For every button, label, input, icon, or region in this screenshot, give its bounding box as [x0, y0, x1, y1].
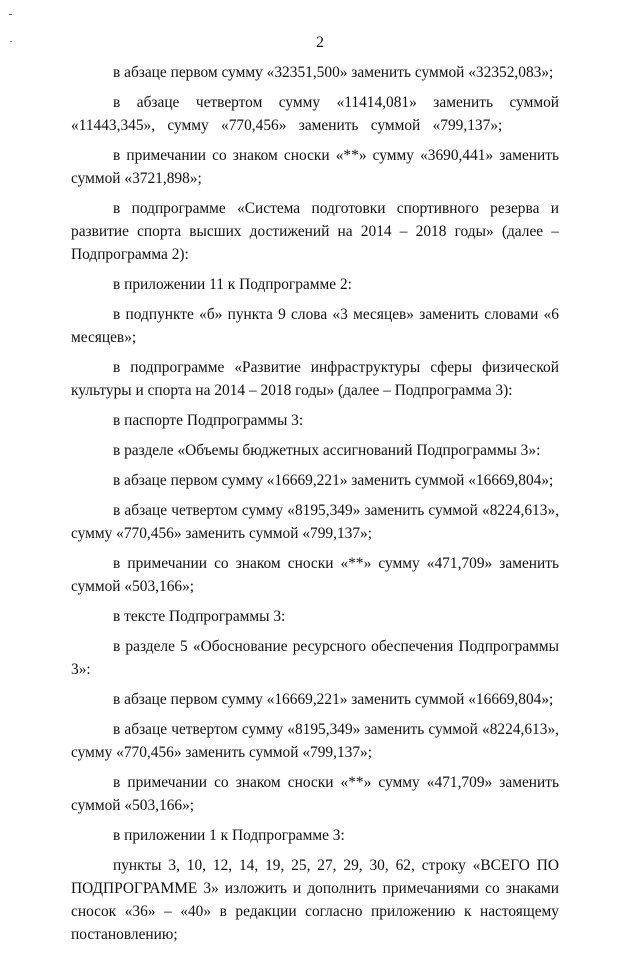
paragraph: в абзаце первом сумму «16669,221» заменить суммой «16669,804»;	[113, 472, 554, 489]
paragraph: в примечании со знаком сноски «**» сумму «471,709» заменить суммой «503,166»;	[71, 555, 559, 595]
paragraph: в абзаце четвертом сумму «11414,081» заменить суммой «11443,345», сумму «770,456» заменить суммой «799,137»;	[71, 94, 559, 134]
paragraph: в тексте Подпрограммы 3:	[113, 608, 286, 625]
paragraph: в разделе 5 «Обоснование ресурсного обеспечения Подпрограммы 3»:	[71, 638, 559, 678]
paragraph: пункты 3, 10, 12, 14, 19, 25, 27, 29, 30, 62, строку «ВСЕГО ПО ПОДПРОГРАММЕ 3» изложить и дополнить примечаниями со знаками сносок «36» – «40» в редакции согласно приложению к настоящему постановлению;	[71, 857, 559, 943]
document-body	[71, 61, 559, 953]
paragraph: в подпрограмме «Система подготовки спортивного резерва и развитие спорта высших достижений на 2014 – 2018 годы» (далее – Подпрограмма 2):	[71, 200, 559, 263]
paragraph: в подпрограмме «Развитие инфраструктуры сферы физической культуры и спорта на 2014 – 2018 годы» (далее – Подпрограмма 3):	[71, 359, 559, 399]
paragraph: в примечании со знаком сноски «**» сумму «471,709» заменить суммой «503,166»;	[71, 774, 559, 814]
scan-speck	[9, 14, 12, 15]
paragraph: в паспорте Подпрограммы 3:	[113, 412, 304, 429]
paragraph: в абзаце четвертом сумму «8195,349» заменить суммой «8224,613», сумму «770,456» заменить суммой «799,137»;	[71, 721, 559, 761]
paragraph: в разделе «Объемы бюджетных ассигнований Подпрограммы 3»:	[113, 442, 541, 459]
paragraph: в примечании со знаком сноски «**» сумму «3690,441» заменить суммой «3721,898»;	[71, 147, 559, 187]
paragraph: в подпункте «б» пункта 9 слова «3 месяцев» заменить словами «6 месяцев»;	[71, 306, 559, 346]
paragraph: в абзаце первом сумму «32351,500» заменить суммой «32352,083»;	[113, 64, 554, 81]
paragraph: в абзаце четвертом сумму «8195,349» заменить суммой «8224,613», сумму «770,456» заменить суммой «799,137»;	[71, 502, 559, 542]
paragraph: в абзаце первом сумму «16669,221» заменить суммой «16669,804»;	[113, 691, 554, 708]
page-number: 2	[316, 34, 324, 51]
paragraph: в приложении 1 к Подпрограмме 3:	[113, 827, 345, 844]
paragraph: в приложении 11 к Подпрограмме 2:	[113, 276, 352, 293]
